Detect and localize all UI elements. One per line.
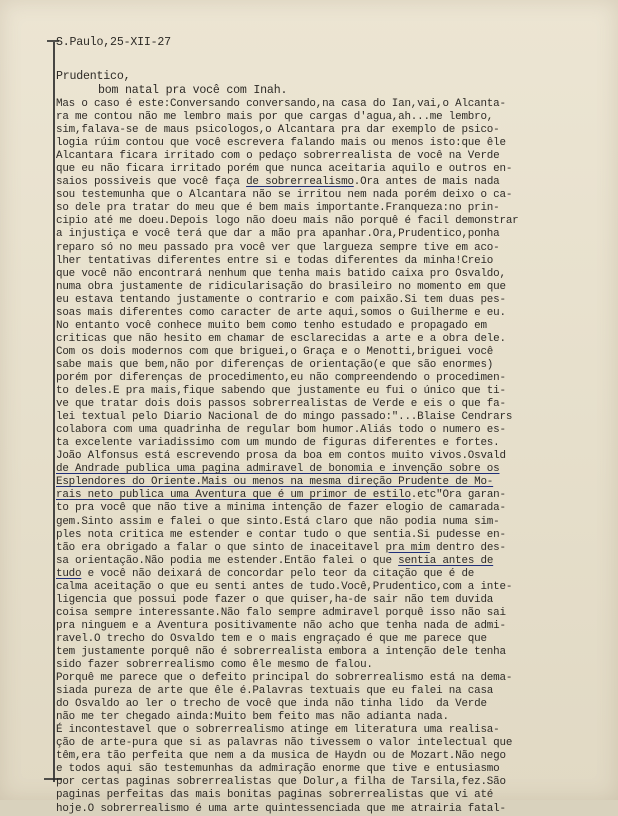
letter-line: logia rúim contou que você escrevera falando mais ou menos isto:que êle <box>56 137 506 150</box>
letter-line: ples nota critica me estender e contar tudo o que sentia.Si pudesse en- <box>56 528 506 541</box>
letter-line: a injustiça e você terá que dar a mão pra apanhar.Ora,Prudentico,ponha <box>56 228 500 241</box>
pen-underlined-phrase: rais neto publica uma Aventura que é um primor de estilo <box>56 489 411 502</box>
letter-line: hoje.O sobrerrealismo é uma arte quintessenciada que me atrairia fatal- <box>56 802 506 815</box>
letter-line: siada pureza de arte que êle é.Palavras textuais que eu falei na casa <box>56 685 494 698</box>
pen-underlined-phrase: sentia antes de <box>398 554 494 567</box>
letter-line: to deles.E pra mais,fique sabendo que justamente eu fui o único que ti- <box>56 385 506 398</box>
letter-line: tem justamente porquê não é sobrerrealista embora a intenção dele tenha <box>56 645 506 658</box>
margin-pen-line <box>53 42 55 782</box>
letter-line: saios possiveis que você faça de sobrerrealismo.Ora antes de mais nada <box>56 176 500 189</box>
letter-line: pra ninguem e a Aventura positivamente não acho que tenha nada de admi- <box>56 619 506 632</box>
letter-line: não me ter chegado ainda:Muito bem feito mas não adianta nada. <box>56 711 449 724</box>
letter-line: paginas perfeitas das mais bonitas paginas sobrerrealistas que vi até <box>56 789 494 802</box>
letter-line: Mas o caso é este:Conversando conversando,na casa do Ian,vai,o Alcanta- <box>56 98 506 110</box>
greeting: bom natal pra você com Inah. <box>98 84 288 97</box>
letter-line: rais neto publica uma Aventura que é um primor de estilo.etc"Ora garan- <box>56 489 506 502</box>
letter-line: tudo e você não deixará de concordar pelo teor da citação que é de <box>56 567 475 580</box>
letter-line: sabe mais que bem,não por diferenças de orientação(e que são enormes) <box>56 358 494 371</box>
letter-line: sim,falava-se de maus psicologos,o Alcantara pra dar exemplo de psico- <box>56 124 500 137</box>
letter-line: ra me contou não me lembro mais por que cargas d'agua,ah...me lembro, <box>56 111 494 124</box>
letter-line: so dele pra tratar do meu que é bem mais importante.Franqueza:no prin- <box>56 202 500 215</box>
letter-line: têm,era tão perfeita que nem a da musica de Haydn ou de Mozart.Não nego <box>56 750 506 763</box>
place-date: S.Paulo,25-XII-27 <box>56 36 171 49</box>
pen-underlined-phrase: tudo <box>56 567 82 580</box>
letter-line: que eu não ficara irritado porém que nunca aceitaria aquilo e outros en- <box>56 163 513 176</box>
letter-line: Porquê me parece que o defeito principal do sobrerrealismo está na dema- <box>56 672 513 685</box>
letter-line: e todos aqui são testemunhas da admiração enorme que tive e entusiasmo <box>56 763 500 776</box>
letter-line: lei textual pelo Diario Nacional de do mingo passado:"...Blaise Cendrars <box>56 411 513 424</box>
pen-underlined-phrase: de Andrade publica uma pagina admiravel de bonomia e invenção sobre os <box>56 463 500 476</box>
letter-line: ve que tratar dois dois passos sobrerrealistas de Verde e eis o que fa- <box>56 398 506 411</box>
letter-line: calma aceitação o que eu senti antes de tudo.Você,Prudentico,com a inte- <box>56 580 513 593</box>
letter-line: No entanto você conhece muito bem como tenho estudado e propagado em <box>56 319 487 332</box>
salutation: Prudentico, <box>56 70 131 83</box>
letter-line: É incontestavel que o sobrerrealismo atinge em literatura uma realisa- <box>56 724 500 737</box>
letter-line: Alcantara ficara irritado com o pedaço sobrerrealista de você na Verde <box>56 150 500 163</box>
letter-line <box>56 476 596 489</box>
letter-line: soas mais diferentes como caracter de arte aqui,somos o Guilherme e eu. <box>56 306 506 319</box>
letter-line: que você não encontrará nenhum que tenha mais batido caixa pro Osvaldo, <box>56 267 506 280</box>
letter-line: reparo só no meu passado pra você ver que largueza sempre tive em aco- <box>56 241 500 254</box>
letter-body <box>56 98 596 816</box>
letter-line <box>56 463 596 476</box>
letter-line: sido fazer sobrerrealismo como êle mesmo de falou. <box>56 659 373 672</box>
letter-line: gem.Sinto assim e falei o que sinto.Está claro que não podia numa sim- <box>56 515 500 528</box>
letter-line: porém por diferenças de procedimento,eu não compreendendo o procedimen- <box>56 371 506 384</box>
letter-line: Com os dois modernos com que briguei,o Graça e o Menotti,briguei você <box>56 345 494 358</box>
letter-line: ta excelente variadissimo com um mundo de figuras diferentes e fortes. <box>56 437 500 450</box>
pen-underlined-phrase: Esplendores do Oriente.Mais ou menos na mesma direção Prudente de Mo- <box>56 476 494 489</box>
letter-line: tão era obrigado a falar o que sinto de inaceitavel pra mim dentro des- <box>56 541 506 554</box>
letter-line: colabora com uma quadrinha de regular bom humor.Aliás todo o numero es- <box>56 424 506 437</box>
letter-line: numa obra justamente de ridicularisação do brasileiro no momento em que <box>56 280 506 293</box>
pen-underlined-phrase: pra mim <box>385 541 430 554</box>
letter-line: ravel.O trecho do Osvaldo tem e o mais engraçado é que me parece que <box>56 632 487 645</box>
pen-underlined-phrase: de sobrerrealismo <box>246 176 354 189</box>
letter-line: sa orientação.Não podia me estender.Então falei o que sentia antes de <box>56 554 494 567</box>
letter-line: eu estava tentando justamente o contrario e com paixão.Si tem duas pes- <box>56 293 506 306</box>
letter-line: criticas que não hesito em chamar de esclarecidas a arte e a obra dele. <box>56 332 506 345</box>
letter-line: to pra você que não tive a minima intenção de fazer elogio de camarada- <box>56 502 506 515</box>
letter-line: ligencia que possui pode fazer o que quiser,ha-de sair não tem duvida <box>56 593 494 606</box>
letter-line: lher tentativas diferentes entre si e todas diferentes da minha!Creio <box>56 254 494 267</box>
letter-line: coisa sempre interessante.Não falo sempre admiravel porquê isso não sai <box>56 606 506 619</box>
letter-line: por certas paginas sobrerrealistas que Dolur,a filha de Tarsila,fez.São <box>56 776 506 789</box>
letter-line: sou testemunha que o Alcantara não se irritou nem nada porém deixo o ca- <box>56 189 513 202</box>
letter-line: ção de arte-pura que si as palavras não tivessem o valor intelectual que <box>56 737 513 750</box>
letter-line: cipio até me doeu.Depois logo não doeu mais não porquê é facil demonstrar <box>56 215 519 228</box>
letter-line: do Osvaldo ao ler o trecho de você que inda não tinha lido da Verde <box>56 698 487 711</box>
letter-line: João Alfonsus está escrevendo prosa da boa em contos muito vivos.Osvald <box>56 450 506 463</box>
typewritten-text <box>56 36 596 816</box>
